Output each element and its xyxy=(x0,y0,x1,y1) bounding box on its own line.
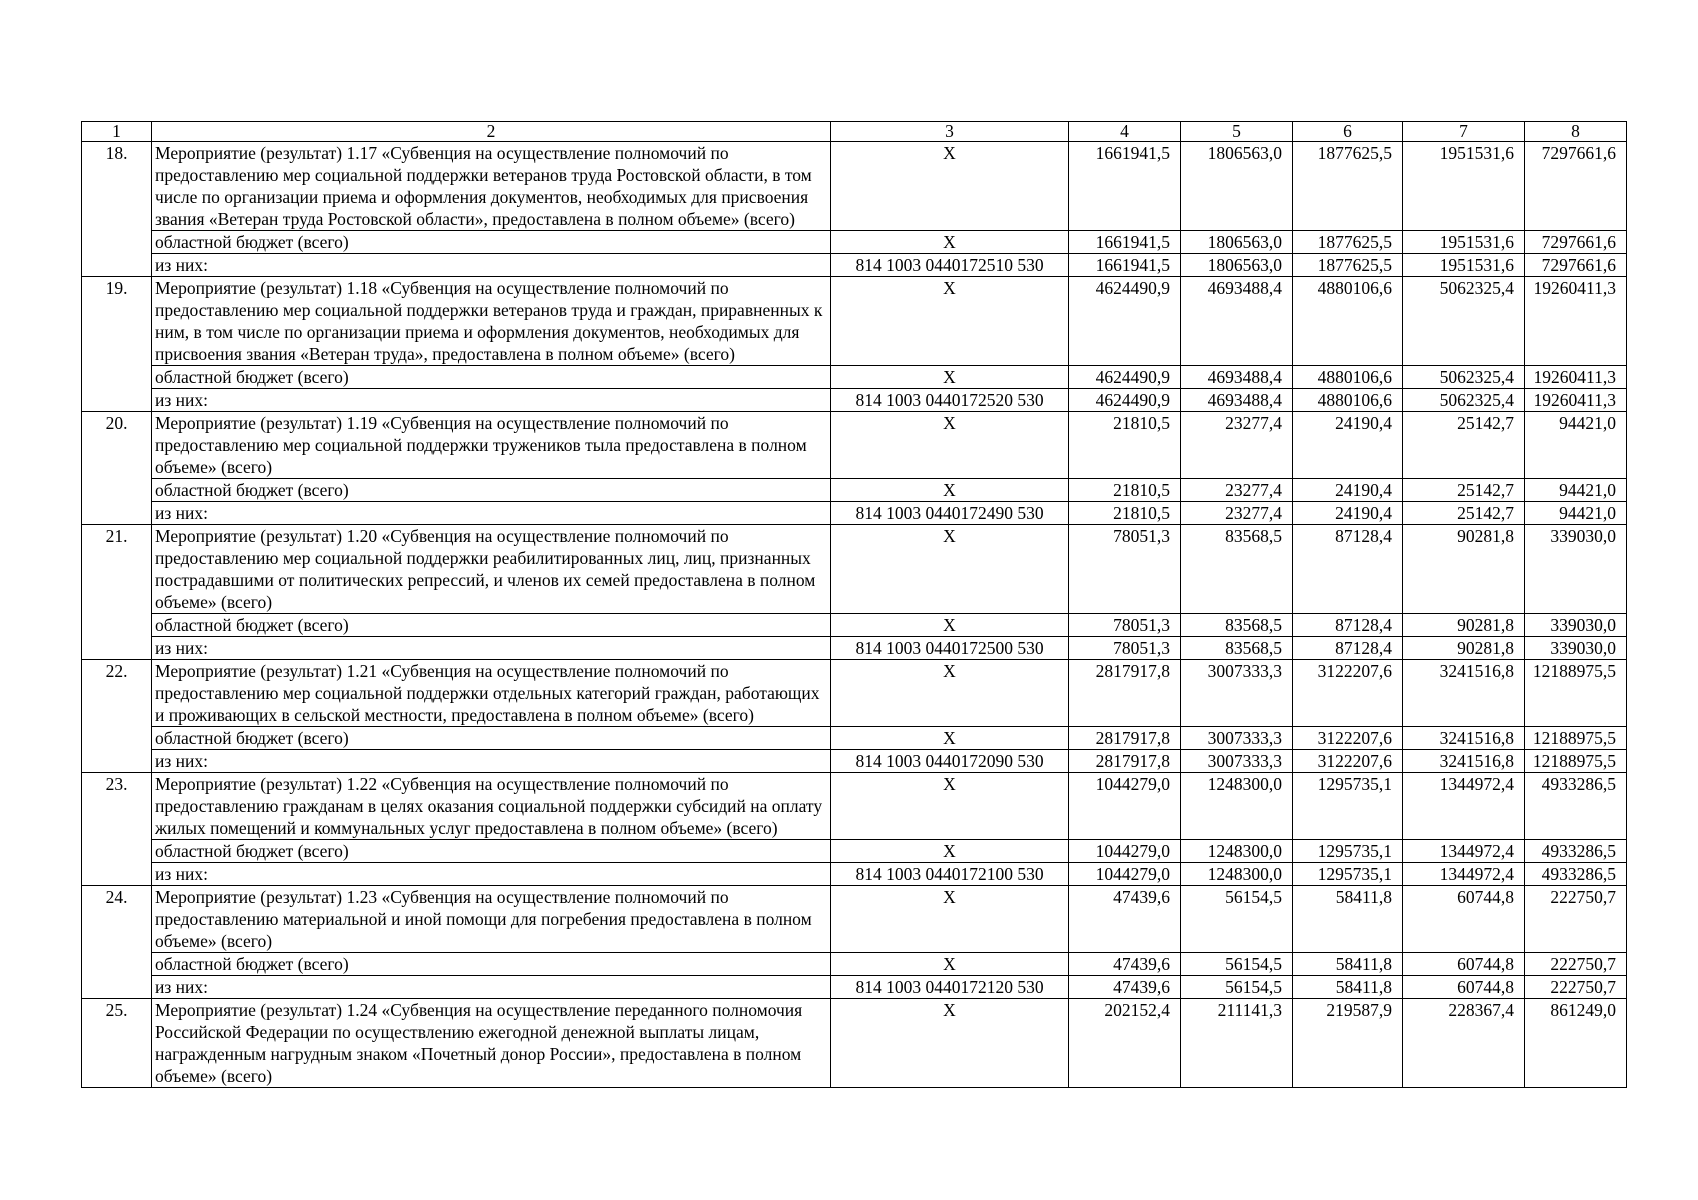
amount-cell: 94421,0 xyxy=(1525,412,1627,479)
amount-cell: 1951531,6 xyxy=(1403,254,1525,277)
amount-cell: 339030,0 xyxy=(1525,525,1627,614)
measure-title: Мероприятие (результат) 1.21 «Субвенция на осуществление полномочий по предоставлению мер социальной поддержки отдельных категорий граждан, работающих и проживающих в сельской местности, предоставлена в полном объеме» (всего) xyxy=(152,660,831,727)
amount-cell: 12188975,5 xyxy=(1525,750,1627,773)
amount-cell: 1248300,0 xyxy=(1181,773,1293,840)
amount-cell: 24190,4 xyxy=(1293,479,1403,502)
amount-cell: 222750,7 xyxy=(1525,953,1627,976)
amount-cell: 1806563,0 xyxy=(1181,142,1293,231)
amount-cell: 7297661,6 xyxy=(1525,231,1627,254)
table-row xyxy=(82,231,1627,254)
table-row xyxy=(82,660,1627,727)
amount-cell: 1295735,1 xyxy=(1293,840,1403,863)
amount-cell: 60744,8 xyxy=(1403,976,1525,999)
amount-cell: 4880106,6 xyxy=(1293,389,1403,412)
table-row xyxy=(82,277,1627,366)
amount-cell: 94421,0 xyxy=(1525,479,1627,502)
amount-cell: 202152,4 xyxy=(1069,999,1181,1088)
amount-cell: 1295735,1 xyxy=(1293,863,1403,886)
budget-code: X xyxy=(831,840,1069,863)
amount-cell: 56154,5 xyxy=(1181,976,1293,999)
budget-source-label: областной бюджет (всего) xyxy=(152,727,831,750)
amount-cell: 1344972,4 xyxy=(1403,863,1525,886)
table-row xyxy=(82,750,1627,773)
amount-cell: 1044279,0 xyxy=(1069,840,1181,863)
row-number: 23. xyxy=(82,773,152,886)
amount-cell: 222750,7 xyxy=(1525,886,1627,953)
budget-code: X xyxy=(831,231,1069,254)
budget-code: X xyxy=(831,886,1069,953)
budget-source-label: областной бюджет (всего) xyxy=(152,231,831,254)
amount-cell: 2817917,8 xyxy=(1069,727,1181,750)
table-row xyxy=(82,366,1627,389)
budget-source-label: областной бюджет (всего) xyxy=(152,953,831,976)
amount-cell: 21810,5 xyxy=(1069,479,1181,502)
table-row xyxy=(82,727,1627,750)
budget-code: X xyxy=(831,525,1069,614)
measure-title: Мероприятие (результат) 1.17 «Субвенция на осуществление полномочий по предоставлению мер социальной поддержки ветеранов труда Ростовской области, в том числе по организации приема и оформления документов, необходимых для присвоения звания «Ветеран труда Ростовской области», предоставлена в полном объеме» (всего) xyxy=(152,142,831,231)
row-number: 24. xyxy=(82,886,152,999)
table-row xyxy=(82,999,1627,1088)
amount-cell: 24190,4 xyxy=(1293,502,1403,525)
amount-cell: 5062325,4 xyxy=(1403,389,1525,412)
row-number: 18. xyxy=(82,142,152,277)
amount-cell: 47439,6 xyxy=(1069,886,1181,953)
budget-code: X xyxy=(831,614,1069,637)
amount-cell: 1044279,0 xyxy=(1069,863,1181,886)
amount-cell: 23277,4 xyxy=(1181,502,1293,525)
table-row xyxy=(82,886,1627,953)
amount-cell: 58411,8 xyxy=(1293,886,1403,953)
breakdown-label: из них: xyxy=(152,637,831,660)
amount-cell: 56154,5 xyxy=(1181,953,1293,976)
amount-cell: 25142,7 xyxy=(1403,479,1525,502)
table-row xyxy=(82,254,1627,277)
budget-classification-code: 814 1003 0440172490 530 xyxy=(831,502,1069,525)
amount-cell: 861249,0 xyxy=(1525,999,1627,1088)
breakdown-label: из них: xyxy=(152,863,831,886)
amount-cell: 23277,4 xyxy=(1181,412,1293,479)
table-row xyxy=(82,389,1627,412)
row-number: 22. xyxy=(82,660,152,773)
amount-cell: 87128,4 xyxy=(1293,637,1403,660)
table-row xyxy=(82,840,1627,863)
amount-cell: 339030,0 xyxy=(1525,637,1627,660)
amount-cell: 1951531,6 xyxy=(1403,142,1525,231)
amount-cell: 21810,5 xyxy=(1069,412,1181,479)
measure-title: Мероприятие (результат) 1.23 «Субвенция на осуществление полномочий по предоставлению материальной и иной помощи для погребения предоставлена в полном объеме» (всего) xyxy=(152,886,831,953)
amount-cell: 1951531,6 xyxy=(1403,231,1525,254)
amount-cell: 4624490,9 xyxy=(1069,366,1181,389)
amount-cell: 3241516,8 xyxy=(1403,660,1525,727)
budget-code: X xyxy=(831,479,1069,502)
amount-cell: 12188975,5 xyxy=(1525,727,1627,750)
amount-cell: 47439,6 xyxy=(1069,976,1181,999)
table-body xyxy=(82,122,1627,1088)
budget-code: X xyxy=(831,660,1069,727)
amount-cell: 12188975,5 xyxy=(1525,660,1627,727)
amount-cell: 87128,4 xyxy=(1293,525,1403,614)
amount-cell: 1344972,4 xyxy=(1403,840,1525,863)
amount-cell: 1877625,5 xyxy=(1293,254,1403,277)
amount-cell: 25142,7 xyxy=(1403,412,1525,479)
amount-cell: 94421,0 xyxy=(1525,502,1627,525)
amount-cell: 83568,5 xyxy=(1181,614,1293,637)
amount-cell: 78051,3 xyxy=(1069,614,1181,637)
budget-code: X xyxy=(831,727,1069,750)
budget-classification-code: 814 1003 0440172090 530 xyxy=(831,750,1069,773)
row-number: 25. xyxy=(82,999,152,1088)
budget-code: X xyxy=(831,773,1069,840)
breakdown-label: из них: xyxy=(152,502,831,525)
amount-cell: 1044279,0 xyxy=(1069,773,1181,840)
amount-cell: 4880106,6 xyxy=(1293,277,1403,366)
amount-cell: 5062325,4 xyxy=(1403,366,1525,389)
header-cell: 7 xyxy=(1403,122,1525,142)
amount-cell: 222750,7 xyxy=(1525,976,1627,999)
budget-code: X xyxy=(831,142,1069,231)
amount-cell: 1661941,5 xyxy=(1069,254,1181,277)
breakdown-label: из них: xyxy=(152,389,831,412)
amount-cell: 4933286,5 xyxy=(1525,863,1627,886)
amount-cell: 23277,4 xyxy=(1181,479,1293,502)
amount-cell: 3007333,3 xyxy=(1181,750,1293,773)
budget-source-label: областной бюджет (всего) xyxy=(152,840,831,863)
breakdown-label: из них: xyxy=(152,254,831,277)
amount-cell: 90281,8 xyxy=(1403,614,1525,637)
header-cell: 2 xyxy=(152,122,831,142)
budget-classification-code: 814 1003 0440172500 530 xyxy=(831,637,1069,660)
amount-cell: 5062325,4 xyxy=(1403,277,1525,366)
header-cell: 4 xyxy=(1069,122,1181,142)
budget-table xyxy=(81,121,1627,1088)
amount-cell: 21810,5 xyxy=(1069,502,1181,525)
header-cell: 8 xyxy=(1525,122,1627,142)
amount-cell: 1806563,0 xyxy=(1181,231,1293,254)
amount-cell: 3007333,3 xyxy=(1181,660,1293,727)
measure-title: Мероприятие (результат) 1.20 «Субвенция на осуществление полномочий по предоставлению мер социальной поддержки реабилитированных лиц, лиц, признанных пострадавшими от политических репрессий, и членов их семей предоставлена в полном объеме» (всего) xyxy=(152,525,831,614)
amount-cell: 24190,4 xyxy=(1293,412,1403,479)
measure-title: Мероприятие (результат) 1.22 «Субвенция на осуществление полномочий по предоставлению гражданам в целях оказания социальной поддержки субсидий на оплату жилых помещений и коммунальных услуг предоставлена в полном объеме» (всего) xyxy=(152,773,831,840)
budget-classification-code: 814 1003 0440172100 530 xyxy=(831,863,1069,886)
budget-classification-code: 814 1003 0440172120 530 xyxy=(831,976,1069,999)
table-row xyxy=(82,502,1627,525)
budget-table-container xyxy=(81,121,1626,1088)
row-number: 21. xyxy=(82,525,152,660)
table-row xyxy=(82,863,1627,886)
amount-cell: 3007333,3 xyxy=(1181,727,1293,750)
amount-cell: 1344972,4 xyxy=(1403,773,1525,840)
amount-cell: 90281,8 xyxy=(1403,525,1525,614)
header-cell: 1 xyxy=(82,122,152,142)
amount-cell: 47439,6 xyxy=(1069,953,1181,976)
amount-cell: 78051,3 xyxy=(1069,637,1181,660)
amount-cell: 2817917,8 xyxy=(1069,660,1181,727)
amount-cell: 56154,5 xyxy=(1181,886,1293,953)
amount-cell: 83568,5 xyxy=(1181,637,1293,660)
amount-cell: 339030,0 xyxy=(1525,614,1627,637)
table-row xyxy=(82,479,1627,502)
amount-cell: 78051,3 xyxy=(1069,525,1181,614)
amount-cell: 1806563,0 xyxy=(1181,254,1293,277)
budget-code: X xyxy=(831,366,1069,389)
row-number: 19. xyxy=(82,277,152,412)
amount-cell: 60744,8 xyxy=(1403,953,1525,976)
amount-cell: 1661941,5 xyxy=(1069,142,1181,231)
budget-source-label: областной бюджет (всего) xyxy=(152,614,831,637)
amount-cell: 2817917,8 xyxy=(1069,750,1181,773)
amount-cell: 4933286,5 xyxy=(1525,840,1627,863)
table-row xyxy=(82,953,1627,976)
amount-cell: 4624490,9 xyxy=(1069,277,1181,366)
measure-title: Мероприятие (результат) 1.18 «Субвенция на осуществление полномочий по предоставлению мер социальной поддержки ветеранов труда и граждан, приравненных к ним, в том числе по организации приема и оформления документов, необходимых для присвоения звания «Ветеран труда», предоставлена в полном объеме» (всего) xyxy=(152,277,831,366)
amount-cell: 83568,5 xyxy=(1181,525,1293,614)
amount-cell: 19260411,3 xyxy=(1525,277,1627,366)
table-row xyxy=(82,637,1627,660)
table-row xyxy=(82,773,1627,840)
amount-cell: 58411,8 xyxy=(1293,976,1403,999)
measure-title: Мероприятие (результат) 1.19 «Субвенция на осуществление полномочий по предоставлению мер социальной поддержки тружеников тыла предоставлена в полном объеме» (всего) xyxy=(152,412,831,479)
budget-source-label: областной бюджет (всего) xyxy=(152,479,831,502)
amount-cell: 211141,3 xyxy=(1181,999,1293,1088)
amount-cell: 60744,8 xyxy=(1403,886,1525,953)
amount-cell: 1248300,0 xyxy=(1181,840,1293,863)
header-cell: 6 xyxy=(1293,122,1403,142)
header-row xyxy=(82,122,1627,142)
header-cell: 5 xyxy=(1181,122,1293,142)
budget-source-label: областной бюджет (всего) xyxy=(152,366,831,389)
budget-code: X xyxy=(831,277,1069,366)
breakdown-label: из них: xyxy=(152,750,831,773)
amount-cell: 3122207,6 xyxy=(1293,750,1403,773)
budget-classification-code: 814 1003 0440172510 530 xyxy=(831,254,1069,277)
table-row xyxy=(82,525,1627,614)
table-row xyxy=(82,976,1627,999)
amount-cell: 3122207,6 xyxy=(1293,660,1403,727)
table-row xyxy=(82,142,1627,231)
amount-cell: 90281,8 xyxy=(1403,637,1525,660)
amount-cell: 3122207,6 xyxy=(1293,727,1403,750)
amount-cell: 228367,4 xyxy=(1403,999,1525,1088)
amount-cell: 1877625,5 xyxy=(1293,142,1403,231)
amount-cell: 19260411,3 xyxy=(1525,366,1627,389)
budget-classification-code: 814 1003 0440172520 530 xyxy=(831,389,1069,412)
amount-cell: 1661941,5 xyxy=(1069,231,1181,254)
header-cell: 3 xyxy=(831,122,1069,142)
breakdown-label: из них: xyxy=(152,976,831,999)
amount-cell: 87128,4 xyxy=(1293,614,1403,637)
budget-code: X xyxy=(831,953,1069,976)
amount-cell: 4880106,6 xyxy=(1293,366,1403,389)
amount-cell: 19260411,3 xyxy=(1525,389,1627,412)
amount-cell: 25142,7 xyxy=(1403,502,1525,525)
amount-cell: 3241516,8 xyxy=(1403,750,1525,773)
amount-cell: 1248300,0 xyxy=(1181,863,1293,886)
amount-cell: 1877625,5 xyxy=(1293,231,1403,254)
amount-cell: 4693488,4 xyxy=(1181,277,1293,366)
amount-cell: 58411,8 xyxy=(1293,953,1403,976)
amount-cell: 3241516,8 xyxy=(1403,727,1525,750)
amount-cell: 4933286,5 xyxy=(1525,773,1627,840)
budget-code: X xyxy=(831,999,1069,1088)
amount-cell: 7297661,6 xyxy=(1525,254,1627,277)
amount-cell: 4693488,4 xyxy=(1181,389,1293,412)
measure-title: Мероприятие (результат) 1.24 «Субвенция на осуществление переданного полномочия Российской Федерации по осуществлению ежегодной денежной выплаты лицам, награжденным нагрудным знаком «Почетный донор России», предоставлена в полном объеме» (всего) xyxy=(152,999,831,1088)
amount-cell: 219587,9 xyxy=(1293,999,1403,1088)
budget-code: X xyxy=(831,412,1069,479)
amount-cell: 4624490,9 xyxy=(1069,389,1181,412)
table-row xyxy=(82,412,1627,479)
row-number: 20. xyxy=(82,412,152,525)
amount-cell: 1295735,1 xyxy=(1293,773,1403,840)
amount-cell: 7297661,6 xyxy=(1525,142,1627,231)
table-row xyxy=(82,614,1627,637)
amount-cell: 4693488,4 xyxy=(1181,366,1293,389)
